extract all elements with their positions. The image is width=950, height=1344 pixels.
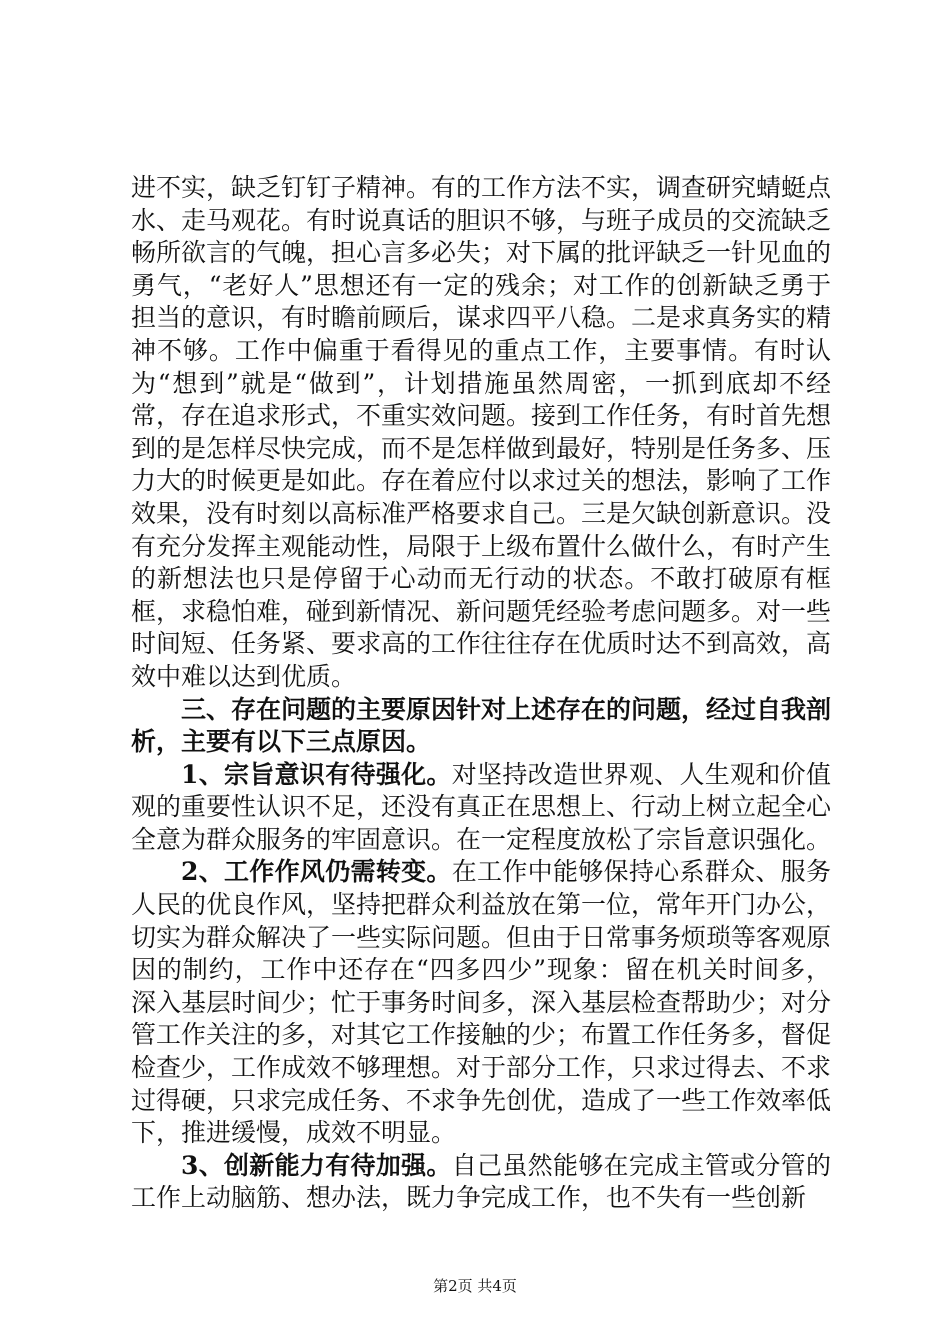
reason-3-heading: 3、创新能力有待加强。 [181, 1150, 452, 1180]
document-body [131, 172, 831, 1215]
paragraph-continued: 进不实，缺乏钉钉子精神。有的工作方法不实，调查研究蜻蜓点水、走马观花。有时说真话的胆识不够，与班子成员的交流缺乏畅所欲言的气魄，担心言多必失；对下属的批评缺乏一针见血的勇气，“老好人”思想还有一定的残余；对工作的创新缺乏勇于担当的意识，有时瞻前顾后，谋求四平八稳。二是求真务实的精神不够。工作中偏重于看得见的重点工作，主要事情。有时认为“想到”就是“做到”，计划措施虽然周密，一抓到底却不经常，存在追求形式，不重实效问题。接到工作任务，有时首先想到的是怎样尽快完成，而不是怎样做到最好，特别是任务多、压力大的时候更是如此。存在着应付以求过关的想法，影响了工作效果，没有时刻以高标准严格要求自己。三是欠缺创新意识。没有充分发挥主观能动性，局限于上级布置什么做什么，有时产生的新想法也只是停留于心动而无行动的状态。不敢打破原有框框，求稳怕难，碰到新情况、新问题凭经验考虑问题多。对一些时间短、任务紧、要求高的工作往往存在优质时达不到高效，高效中难以达到优质。 [131, 173, 832, 691]
paragraph-reason-1 [131, 759, 831, 857]
reason-3-body: 自己虽然能够在完成主管或分管的工作上动脑筋、想办法，既力争完成工作，也不失有一些创新 [131, 1150, 831, 1213]
paragraph-reason-3 [131, 1150, 831, 1215]
paragraph-reason-2 [131, 856, 831, 1149]
reason-2-body: 在工作中能够保持心系群众、服务人民的优良作风，坚持把群众利益放在第一位，常年开门办公，切实为群众解决了一些实际问题。但由于日常事务烦琐等客观原因的制约，工作中还存在“四多四少”现象：留在机关时间多，深入基层时间少；忙于事务时间多，深入基层检查帮助少；对分管工作关注的多，对其它工作接触的少；布置工作任务多，督促检查少，工作成效不够理想。对于部分工作，只求过得去、不求过得硬，只求完成任务、不求争先创优，造成了一些工作效率低下，推进缓慢，成效不明显。 [131, 857, 832, 1148]
reason-1-body: 对坚持改造世界观、人生观和价值观的重要性认识不足，还没有真正在思想上、行动上树立起全心全意为群众服务的牢固意识。在一定程度放松了宗旨意识强化。 [131, 759, 832, 854]
reason-2-heading: 2、工作作风仍需转变。 [181, 857, 452, 887]
page-number-footer: 第2页 共4页 [433, 1277, 517, 1295]
section-heading-three: 三、存在问题的主要原因针对上述存在的问题，经过自我剖析，主要有以下三点原因。 [131, 694, 832, 757]
reason-1-heading: 1、宗旨意识有待强化。 [181, 759, 452, 789]
